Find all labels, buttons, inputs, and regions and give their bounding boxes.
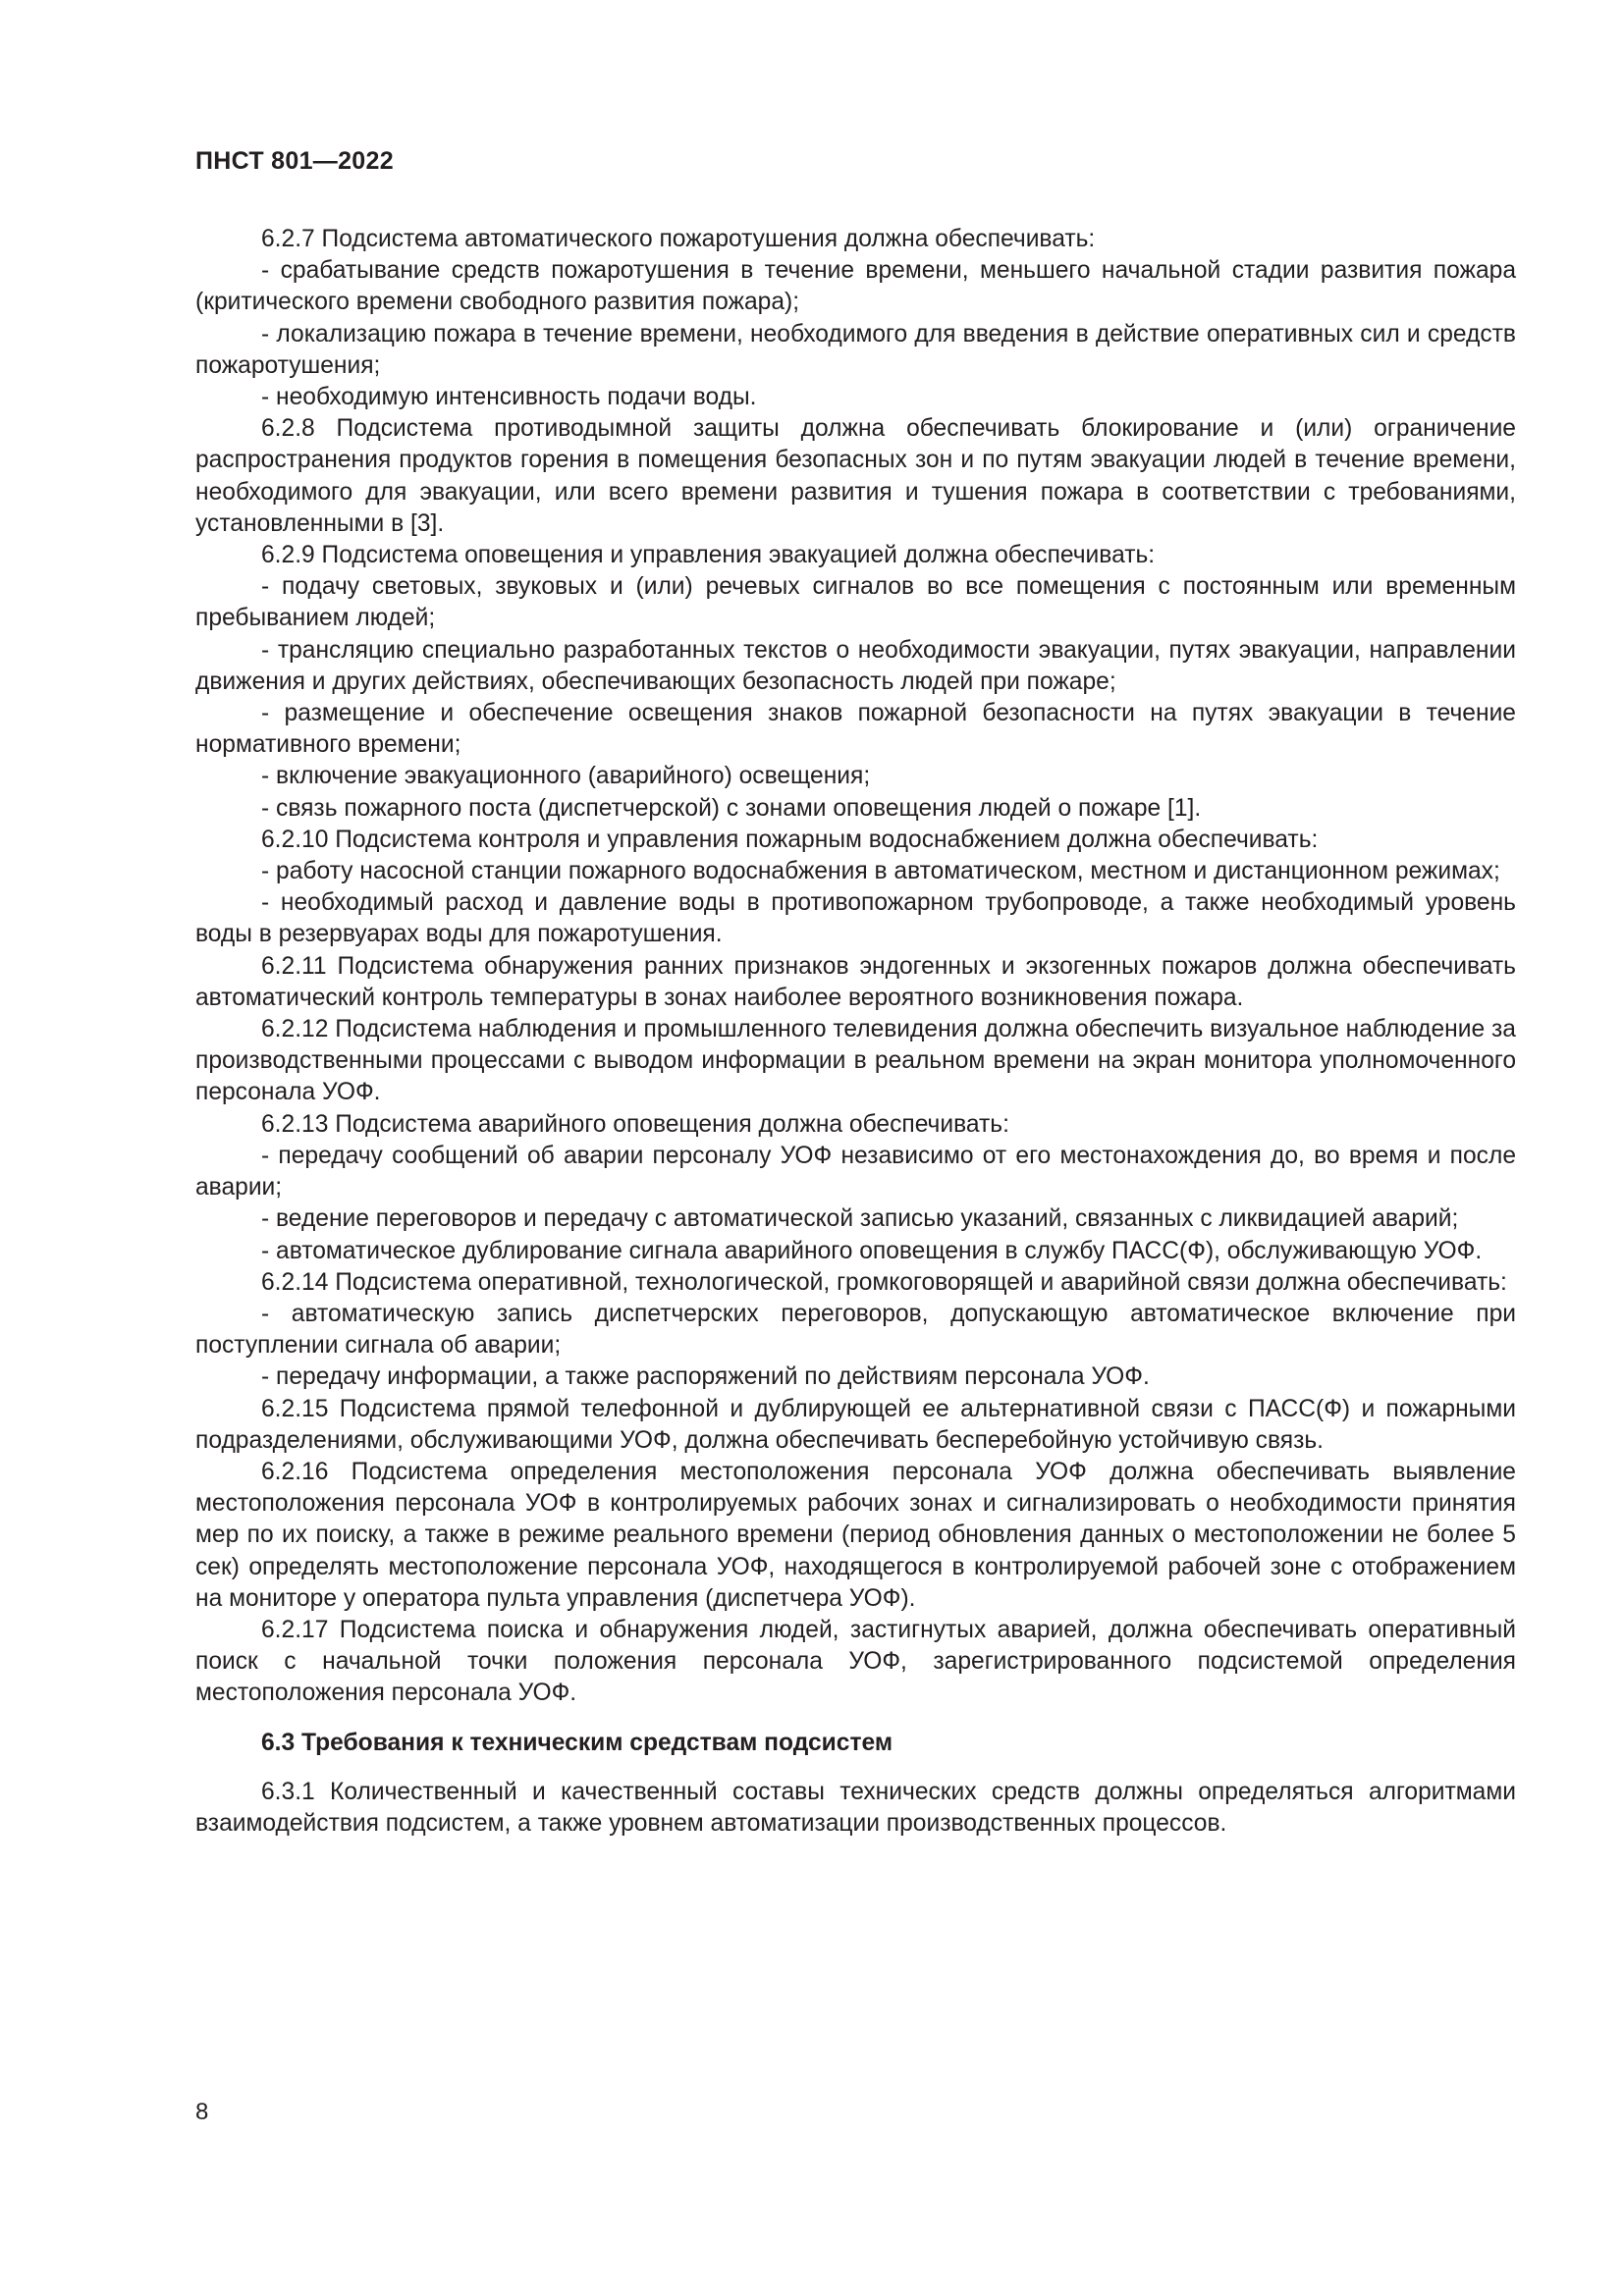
document-header: ПНСТ 801—2022 — [195, 147, 394, 175]
document-body — [195, 224, 1516, 1840]
paragraph: 6.2.10 Подсистема контроля и управления пожарным водоснабжением должна обеспечивать: — [261, 826, 1319, 853]
list-item: - локализацию пожара в течение времени, необходимого для введения в действие оперативных сил и средств пожаротушения; — [195, 320, 1516, 379]
list-item: - включение эвакуационного (аварийного) освещения; — [261, 763, 871, 790]
section-heading: 6.3 Требования к техническим средствам подсистем — [261, 1729, 893, 1756]
paragraph: 6.2.16 Подсистема определения местоположения персонала УОФ должна обеспечивать выявление местоположения персонала УОФ в контролируемых рабочих зонах и сигнализировать о необходимости принятия мер по их поиску, а также в режиме реального времени (период обновления данных о местоположении не более 5 сек) определять местоположение персонала УОФ, находящегося в контролируемой рабочей зоне с отображением на мониторе у оператора пульта управления (диспетчера УОФ). — [195, 1458, 1516, 1612]
list-item: - работу насосной станции пожарного водоснабжения в автоматическом, местном и дистанционном режимах; — [261, 858, 1500, 885]
list-item: - связь пожарного поста (диспетчерской) с зонами оповещения людей о пожаре [1]. — [261, 794, 1202, 822]
list-item: - необходимый расход и давление воды в противопожарном трубопроводе, а также необходимый уровень воды в резервуарах воды для пожаротушения. — [195, 889, 1516, 948]
list-item: - ведение переговоров и передачу с автоматической записью указаний, связанных с ликвидацией аварий; — [261, 1205, 1459, 1233]
paragraph: 6.2.8 Подсистема противодымной защиты должна обеспечивать блокирование и (или) ограничение распространения продуктов горения в помещения безопасных зон и по путям эвакуации людей в течение времени, необходимого для эвакуации, или всего времени развития и тушения пожара в соответствии с требованиями, установленными в [3]. — [195, 415, 1516, 537]
paragraph: 6.2.14 Подсистема оперативной, технологической, громкоговорящей и аварийной связи должна обеспечивать: — [261, 1268, 1507, 1296]
list-item: - подачу световых, звуковых и (или) речевых сигналов во все помещения с постоянным или временным пребыванием людей; — [195, 573, 1516, 632]
paragraph: 6.2.13 Подсистема аварийного оповещения должна обеспечивать: — [261, 1110, 1009, 1138]
paragraph: 6.2.9 Подсистема оповещения и управления эвакуацией должна обеспечивать: — [261, 542, 1156, 569]
list-item: - размещение и обеспечение освещения знаков пожарной безопасности на путях эвакуации в течение нормативного времени; — [195, 700, 1516, 759]
paragraph: 6.2.7 Подсистема автоматического пожаротушения должна обеспечивать: — [261, 226, 1096, 252]
list-item: - передачу сообщений об аварии персоналу УОФ независимо от его местонахождения до, во время и после аварии; — [195, 1142, 1516, 1201]
page-number: 8 — [195, 2099, 209, 2125]
list-item: - необходимую интенсивность подачи воды. — [261, 384, 757, 411]
paragraph: 6.2.12 Подсистема наблюдения и промышленного телевидения должна обеспечить визуальное наблюдение за производственными процессами с выводом информации в реальном времени на экран монитора уполномоченного персонала УОФ. — [195, 1016, 1516, 1106]
paragraph: 6.2.15 Подсистема прямой телефонной и дублирующей ее альтернативной связи с ПАСС(Ф) и пожарными подразделениями, обслуживающими УОФ, должна обеспечивать бесперебойную устойчивую связь. — [195, 1395, 1516, 1454]
paragraph: 6.2.17 Подсистема поиска и обнаружения людей, застигнутых аварией, должна обеспечивать оперативный поиск с начальной точки положения персонала УОФ, зарегистрированного подсистемой определения местоположения персонала УОФ. — [195, 1616, 1516, 1707]
list-item: - автоматическое дублирование сигнала аварийного оповещения в службу ПАСС(Ф), обслуживающую УОФ. — [261, 1237, 1483, 1264]
list-item: - автоматическую запись диспетчерских переговоров, допускающую автоматическое включение при поступлении сигнала об аварии; — [195, 1300, 1516, 1360]
list-item: - передачу информации, а также распоряжений по действиям персонала УОФ. — [261, 1363, 1150, 1391]
paragraph: 6.3.1 Количественный и качественный составы технических средств должны определяться алгоритмами взаимодействия подсистем, а также уровнем автоматизации производственных процессов. — [195, 1778, 1516, 1837]
list-item: - трансляцию специально разработанных текстов о необходимости эвакуации, путях эвакуации, направлении движения и других действиях, обеспечивающих безопасность людей при пожаре; — [195, 636, 1516, 695]
list-item: - срабатывание средств пожаротушения в течение времени, меньшего начальной стадии развития пожара (критического времени свободного развития пожара); — [195, 257, 1516, 316]
paragraph: 6.2.11 Подсистема обнаружения ранних признаков эндогенных и экзогенных пожаров должна обеспечивать автоматический контроль температуры в зонах наиболее вероятного возникновения пожара. — [195, 952, 1516, 1011]
